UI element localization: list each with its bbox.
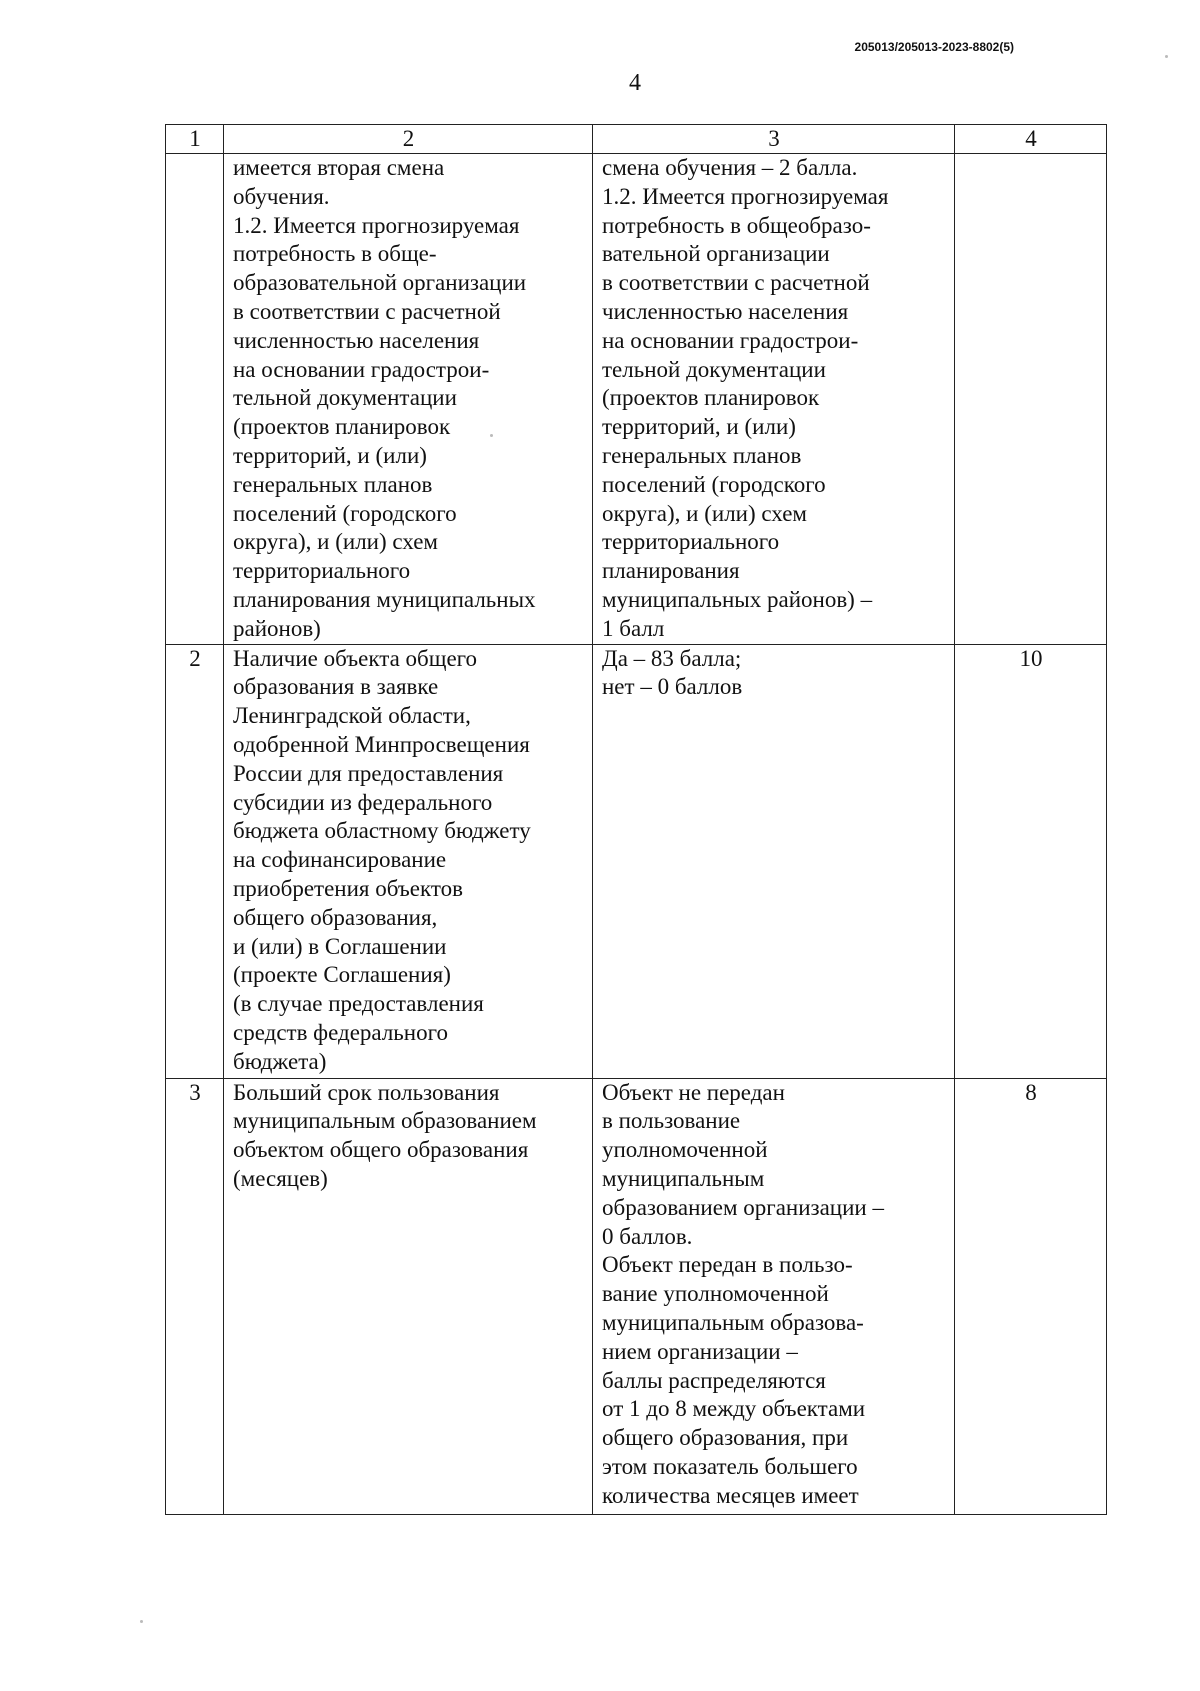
criterion-text-line: России для предоставления xyxy=(233,760,504,786)
scoring-text-line: в соответствии с расчетной xyxy=(602,270,870,296)
scoring-text-line: муниципальным образова- xyxy=(602,1309,864,1335)
scoring-text-line: от 1 до 8 между объектами xyxy=(602,1396,866,1422)
scoring-text-line: генеральных планов xyxy=(602,442,802,468)
criterion-text-line: генеральных планов xyxy=(233,471,433,497)
criterion-text-line: численностью населения xyxy=(233,327,480,353)
scoring-text-line: образованием организации – xyxy=(602,1194,884,1220)
weight-cell xyxy=(955,154,1107,645)
criterion-cell xyxy=(224,154,593,645)
scan-speck xyxy=(1165,55,1168,58)
scan-speck xyxy=(140,1620,143,1623)
criteria-table xyxy=(165,124,1107,1515)
criterion-text-line: на софинансирование xyxy=(233,847,447,873)
criterion-text-line: бюджета областному бюджету xyxy=(233,818,531,844)
row-number: 3 xyxy=(166,1078,224,1514)
scoring-text-line: уполномоченной xyxy=(602,1137,768,1163)
scoring-text-line: 1.2. Имеется прогнозируемая xyxy=(602,183,889,209)
criterion-text-line: округа), и (или) схем xyxy=(233,529,438,555)
criterion-cell xyxy=(224,644,593,1078)
table-row xyxy=(166,1078,1107,1514)
scoring-text-line: нет – 0 баллов xyxy=(602,674,743,700)
criterion-text-line: 1.2. Имеется прогнозируемая xyxy=(233,212,520,238)
criterion-text-line: Ленинградской области, xyxy=(233,703,471,729)
column-header-3: 3 xyxy=(593,125,955,154)
scoring-text-line: вание уполномоченной xyxy=(602,1281,829,1307)
scoring-text-line: количества месяцев имеет xyxy=(602,1482,859,1508)
column-header-1: 1 xyxy=(166,125,224,154)
criterion-text-line: (в случае предоставления xyxy=(233,991,484,1017)
criterion-text-line: обучения. xyxy=(233,183,330,209)
scoring-text-line: территорий, и (или) xyxy=(602,414,796,440)
criterion-text-line: муниципальным образованием xyxy=(233,1108,537,1134)
criterion-text-line: районов) xyxy=(233,615,321,641)
scoring-text-line: Объект не передан xyxy=(602,1079,785,1105)
scoring-text-line: муниципальным xyxy=(602,1165,765,1191)
table-row xyxy=(166,644,1107,1078)
column-header-4: 4 xyxy=(955,125,1107,154)
document-id: 205013/205013-2023-8802(5) xyxy=(854,40,1014,54)
header-row xyxy=(166,125,1107,154)
scoring-text-line: 0 баллов. xyxy=(602,1223,693,1249)
scoring-text-line: этом показатель большего xyxy=(602,1453,858,1479)
weight-cell: 8 xyxy=(955,1078,1107,1514)
criterion-text-line: (месяцев) xyxy=(233,1165,328,1191)
scoring-text-line: Объект передан в пользо- xyxy=(602,1252,853,1278)
criterion-text-line: бюджета) xyxy=(233,1048,327,1074)
criterion-text-line: поселений (городского xyxy=(233,500,457,526)
row-number xyxy=(166,154,224,645)
column-header-2: 2 xyxy=(224,125,593,154)
criterion-text-line: Наличие объекта общего xyxy=(233,645,478,671)
criterion-text-line: Больший срок пользования xyxy=(233,1079,500,1105)
scoring-cell xyxy=(593,1078,955,1514)
criterion-text-line: приобретения объектов xyxy=(233,875,463,901)
criterion-text-line: образовательной организации xyxy=(233,270,527,296)
scoring-text-line: нием организации – xyxy=(602,1338,798,1364)
criterion-text-line: общего образования, xyxy=(233,904,438,930)
criterion-text-line: на основании градострои- xyxy=(233,356,490,382)
scoring-text-line: муниципальных районов) – xyxy=(602,586,873,612)
scoring-text-line: вательной организации xyxy=(602,241,830,267)
scoring-text-line: в пользование xyxy=(602,1108,741,1134)
scoring-cell xyxy=(593,154,955,645)
scoring-text-line: (проектов планировок xyxy=(602,385,820,411)
scoring-text-line: 1 балл xyxy=(602,615,665,641)
scoring-text-line: численностью населения xyxy=(602,298,849,324)
criterion-cell xyxy=(224,1078,593,1514)
criterion-text-line: объектом общего образования xyxy=(233,1137,529,1163)
page-number: 4 xyxy=(629,70,641,96)
criterion-text-line: планирования муниципальных xyxy=(233,586,536,612)
scoring-text-line: тельной документации xyxy=(602,356,826,382)
scoring-cell xyxy=(593,644,955,1078)
scoring-text-line: смена обучения – 2 балла. xyxy=(602,155,858,180)
criterion-text-line: в соответствии с расчетной xyxy=(233,298,501,324)
row-number: 2 xyxy=(166,644,224,1078)
scoring-text-line: территориального xyxy=(602,529,780,555)
criterion-text-line: потребность в обще- xyxy=(233,241,437,267)
table-row xyxy=(166,154,1107,645)
criterion-text-line: одобренной Минпросвещения xyxy=(233,731,530,757)
scoring-text-line: округа), и (или) схем xyxy=(602,500,807,526)
weight-cell: 10 xyxy=(955,644,1107,1078)
criterion-text-line: (проекте Соглашения) xyxy=(233,962,451,988)
scoring-text-line: потребность в общеобразо- xyxy=(602,212,871,238)
scan-speck xyxy=(490,434,493,437)
scoring-text-line: на основании градострои- xyxy=(602,327,859,353)
criterion-text-line: субсидии из федерального xyxy=(233,789,493,815)
scoring-text-line: общего образования, при xyxy=(602,1425,849,1451)
criterion-text-line: имеется вторая смена xyxy=(233,155,445,180)
criterion-text-line: (проектов планировок xyxy=(233,414,451,440)
scoring-text-line: планирования xyxy=(602,558,740,584)
scoring-text-line: поселений (городского xyxy=(602,471,826,497)
criterion-text-line: территорий, и (или) xyxy=(233,442,427,468)
criterion-text-line: и (или) в Соглашении xyxy=(233,933,447,959)
scoring-text-line: Да – 83 балла; xyxy=(602,645,742,671)
criterion-text-line: образования в заявке xyxy=(233,674,439,700)
criterion-text-line: средств федерального xyxy=(233,1019,448,1045)
scoring-text-line: баллы распределяются xyxy=(602,1367,826,1393)
criterion-text-line: территориального xyxy=(233,558,411,584)
criterion-text-line: тельной документации xyxy=(233,385,457,411)
